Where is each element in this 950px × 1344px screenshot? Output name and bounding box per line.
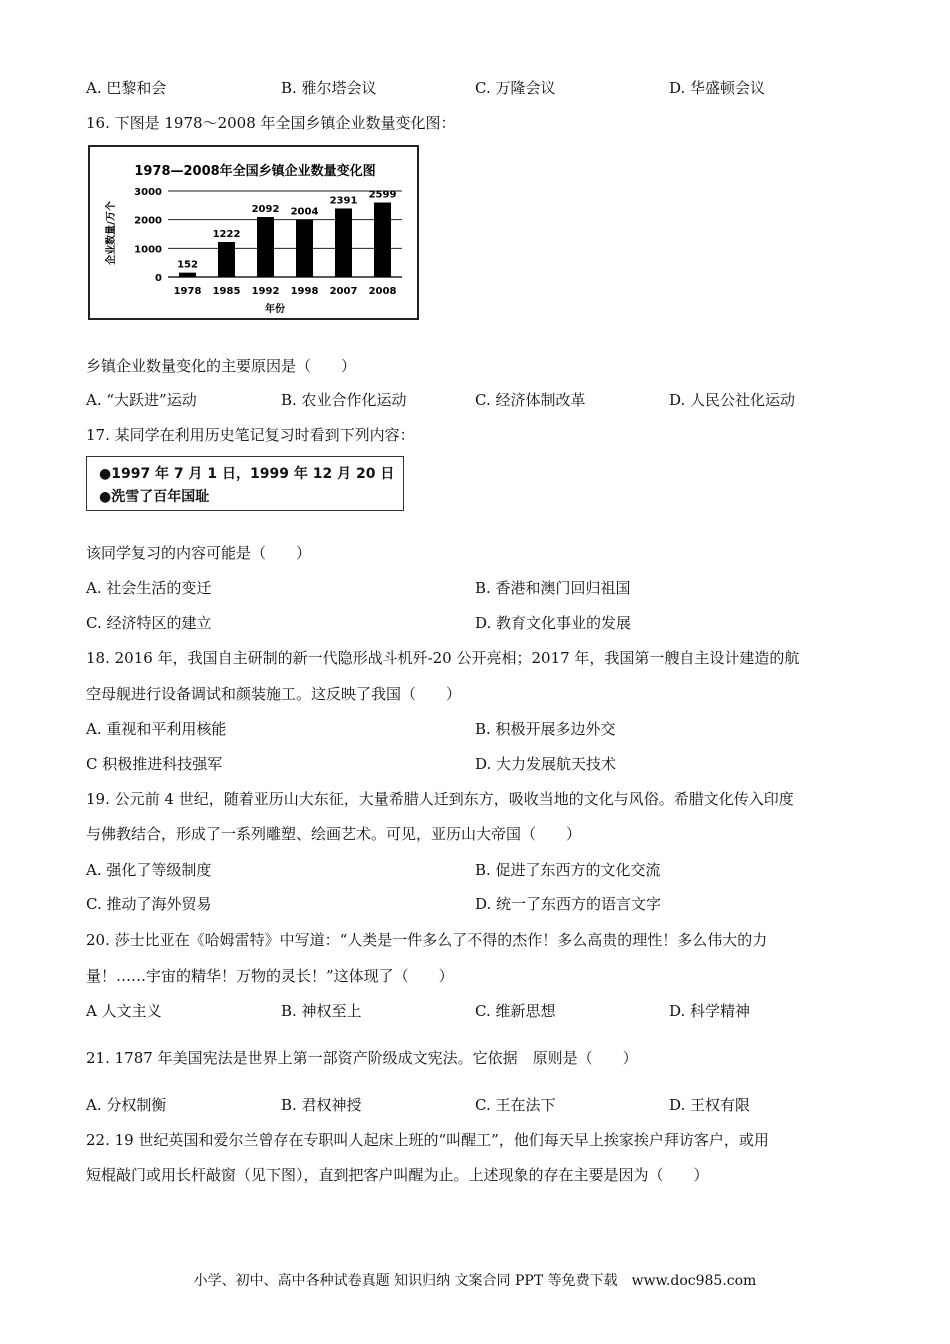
q21-option-a: A. 分权制衡 bbox=[86, 1096, 167, 1114]
bar-1992 bbox=[257, 217, 274, 277]
data-label-1998: 2004 bbox=[290, 206, 319, 218]
bar-1985 bbox=[218, 242, 235, 277]
data-label-2007: 2391 bbox=[329, 195, 358, 207]
q15-option-a: A. 巴黎和会 bbox=[86, 79, 167, 97]
x-tick-1992: 1992 bbox=[251, 286, 280, 297]
q20-line-2: 量！……宇宙的精华！万物的灵长！”这体现了（ ） bbox=[86, 967, 454, 985]
q16-option-a: A. “大跃进”运动 bbox=[86, 391, 197, 409]
q21-stem: 21. 1787 年美国宪法是世界上第一部资产阶级成文宪法。它依据 原则是（ ） bbox=[86, 1049, 638, 1067]
q20-option-c: C. 维新思想 bbox=[475, 1002, 556, 1020]
y-tick-1000: 1000 bbox=[134, 244, 162, 256]
chart-x-label: 年份 bbox=[265, 304, 285, 315]
q20-line-1: 20. 莎士比亚在《哈姆雷特》中写道：“人类是一件多么了不得的杰作！多么高贵的理性！多么伟大的力 bbox=[86, 931, 768, 949]
q22-line-1: 22. 19 世纪英国和爱尔兰曾存在专职叫人起床上班的“叫醒工”，他们每天早上挨家挨户拜访客户，或用 bbox=[86, 1131, 769, 1149]
q17-stem: 17. 某同学在利用历史笔记复习时看到下列内容： bbox=[86, 426, 415, 444]
q15-option-d: D. 华盛顿会议 bbox=[669, 79, 766, 97]
q17-question: 该同学复习的内容可能是（ ） bbox=[86, 544, 312, 562]
chart-title: 1978—2008年全国乡镇企业数量变化图 bbox=[134, 164, 376, 179]
township-enterprise-chart bbox=[88, 145, 419, 320]
note-line-shame: ●洗雪了百年国耻 bbox=[99, 489, 210, 505]
q21-option-d: D. 王权有限 bbox=[669, 1096, 751, 1114]
x-tick-1998: 1998 bbox=[290, 286, 319, 297]
q19-option-c: C. 推动了海外贸易 bbox=[86, 895, 212, 913]
q18-line-2: 空母舰进行设备调试和颜装施工。这反映了我国（ ） bbox=[86, 685, 462, 703]
q21-option-b: B. 君权神授 bbox=[281, 1096, 362, 1114]
q15-option-b: B. 雅尔塔会议 bbox=[281, 79, 377, 97]
q16-question: 乡镇企业数量变化的主要原因是（ ） bbox=[86, 357, 357, 375]
q21-option-c: C. 王在法下 bbox=[475, 1096, 556, 1114]
q19-option-b: B. 促进了东西方的文化交流 bbox=[475, 861, 661, 879]
q16-option-d: D. 人民公社化运动 bbox=[669, 391, 796, 409]
data-label-1985: 1222 bbox=[212, 228, 241, 240]
data-label-1992: 2092 bbox=[251, 204, 280, 216]
note-line-dates: ●1997 年 7 月 1 日，1999 年 12 月 20 日 bbox=[99, 466, 395, 482]
chart-bars bbox=[179, 202, 391, 277]
q17-option-c: C. 经济特区的建立 bbox=[86, 614, 212, 632]
bar-2007 bbox=[335, 208, 352, 277]
chart-data-labels bbox=[177, 189, 396, 270]
q20-option-a: A 人文主义 bbox=[86, 1002, 162, 1020]
data-label-2008: 2599 bbox=[368, 189, 397, 201]
x-tick-2008: 2008 bbox=[368, 286, 397, 297]
chart-gridlines bbox=[168, 191, 402, 277]
q18-option-d: D. 大力发展航天技术 bbox=[475, 755, 617, 773]
q17-option-a: A. 社会生活的变迁 bbox=[86, 579, 212, 597]
q19-line-1: 19. 公元前 4 世纪，随着亚历山大东征，大量希腊人迁到东方，吸收当地的文化与风俗。希腊文化传入印度 bbox=[86, 790, 794, 808]
x-tick-2007: 2007 bbox=[329, 286, 358, 297]
q20-option-d: D. 科学精神 bbox=[669, 1002, 751, 1020]
q16-stem: 16. 下图是 1978～2008 年全国乡镇企业数量变化图： bbox=[86, 114, 456, 132]
q19-option-a: A. 强化了等级制度 bbox=[86, 861, 212, 879]
x-tick-1978: 1978 bbox=[173, 286, 202, 297]
y-tick-0: 0 bbox=[155, 273, 162, 284]
bar-1978 bbox=[179, 273, 196, 277]
chart-y-ticks bbox=[134, 187, 162, 284]
bar-1998 bbox=[296, 220, 313, 277]
q19-option-d: D. 统一了东西方的语言文字 bbox=[475, 895, 662, 913]
chart-y-label: 企业数量/万个 bbox=[106, 201, 117, 265]
q20-option-b: B. 神权至上 bbox=[281, 1002, 362, 1020]
q17-option-d: D. 教育文化事业的发展 bbox=[475, 614, 632, 632]
q15-option-c: C. 万隆会议 bbox=[475, 79, 556, 97]
q18-option-b: B. 积极开展多边外交 bbox=[475, 720, 616, 738]
bar-2008 bbox=[374, 202, 391, 277]
y-tick-2000: 2000 bbox=[134, 215, 162, 227]
q22-line-2: 短棍敲门或用长杆敲窗（见下图），直到把客户叫醒为止。上述现象的存在主要是因为（ ） bbox=[86, 1166, 709, 1184]
q19-line-2: 与佛教结合，形成了一系列雕塑、绘画艺术。可见，亚历山大帝国（ ） bbox=[86, 825, 582, 843]
x-tick-1985: 1985 bbox=[212, 286, 241, 297]
data-label-1978: 152 bbox=[177, 259, 198, 271]
q16-option-c: C. 经济体制改革 bbox=[475, 391, 586, 409]
q18-option-a: A. 重视和平利用核能 bbox=[86, 720, 227, 738]
q17-option-b: B. 香港和澳门回归祖国 bbox=[475, 579, 631, 597]
bar-chart-svg bbox=[90, 147, 417, 318]
q16-option-b: B. 农业合作化运动 bbox=[281, 391, 407, 409]
history-note-box bbox=[86, 456, 404, 511]
q18-option-c: C 积极推进科技强军 bbox=[86, 755, 223, 773]
page-footer: 小学、初中、高中各种试卷真题 知识归纳 文案合同 PPT 等免费下载 www.doc985.com bbox=[193, 1273, 757, 1289]
y-tick-3000: 3000 bbox=[134, 187, 162, 198]
q18-line-1: 18. 2016 年，我国自主研制的新一代隐形战斗机歼-20 公开亮相；2017 年，我国第一艘自主设计建造的航 bbox=[86, 649, 800, 667]
chart-x-ticks bbox=[174, 286, 397, 297]
